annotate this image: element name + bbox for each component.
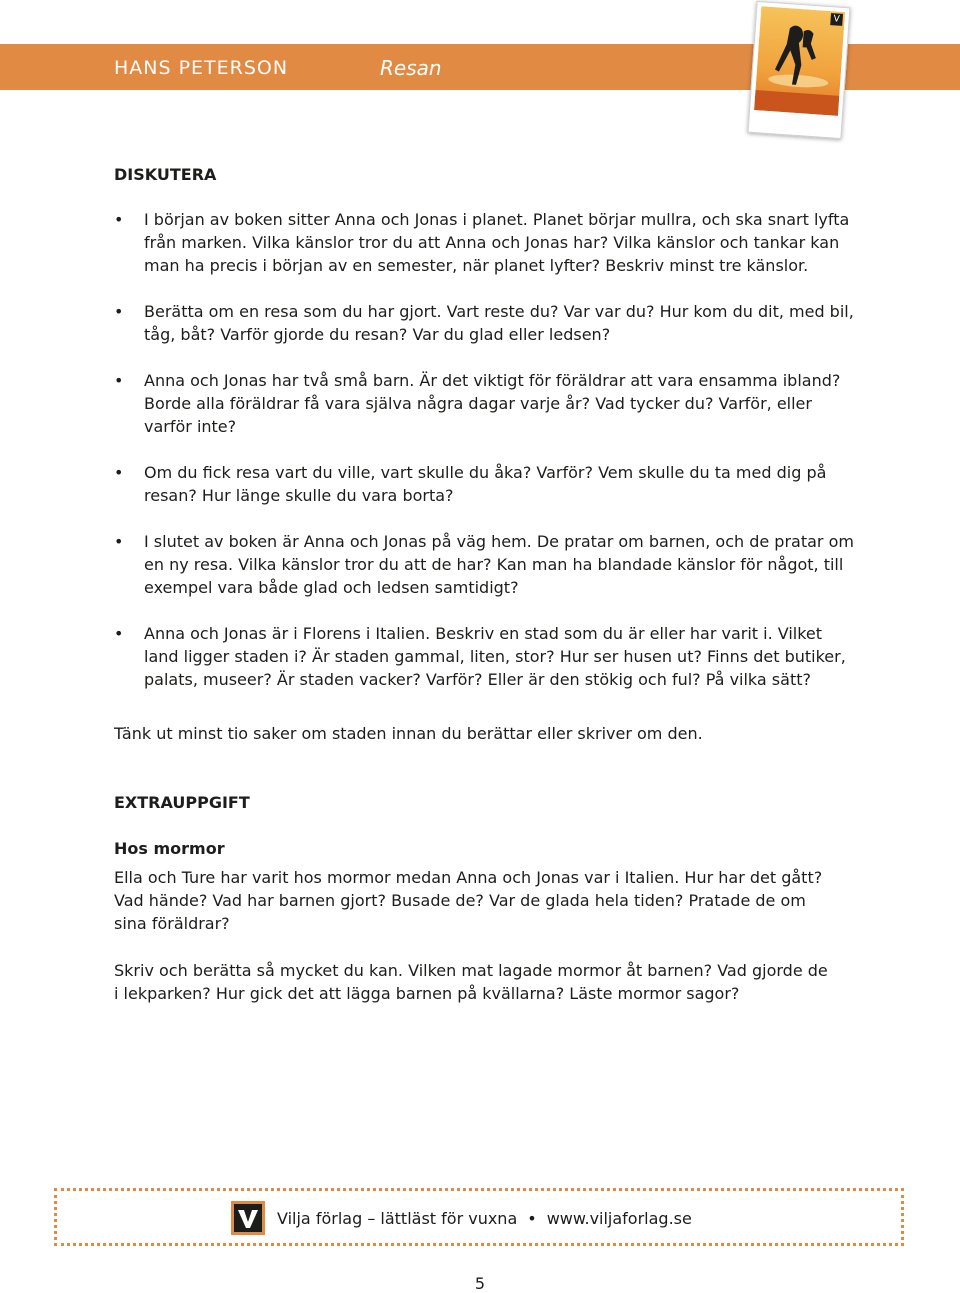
bullet-icon: • bbox=[114, 210, 124, 229]
bullet-icon: • bbox=[114, 371, 124, 390]
question-text: I början av boken sitter Anna och Jonas i planet. Planet börjar mullra, och ska snart lyfta från marken. Vilka känslor tror du att Anna och Jonas har? Vilka känslor och tankar kan man ha precis i början av en semester, när planet lyfter? Beskriv minst tre känslor. bbox=[144, 210, 850, 275]
footer-text bbox=[277, 1209, 692, 1228]
list-item bbox=[114, 369, 854, 438]
bullet-icon: • bbox=[114, 532, 124, 551]
list-item bbox=[114, 530, 854, 599]
book-cover-image bbox=[748, 1, 851, 139]
publisher-name: Vilja förlag – lättläst för vuxna bbox=[277, 1209, 518, 1228]
discuss-heading: DISKUTERA bbox=[114, 165, 217, 184]
list-item bbox=[114, 622, 854, 691]
question-text: Om du fick resa vart du ville, vart skulle du åka? Varför? Vem skulle du ta med dig på resan? Hur länge skulle du vara borta? bbox=[144, 463, 827, 505]
separator-dot: • bbox=[527, 1209, 537, 1228]
bullet-icon: • bbox=[114, 463, 124, 482]
list-item bbox=[114, 300, 854, 346]
extra-paragraph-2: Skriv och berätta så mycket du kan. Vilken mat lagade mormor åt barnen? Vad gjorde de i lekparken? Hur gick det att lägga barnen på kvällarna? Läste mormor sagor? bbox=[114, 961, 828, 1003]
question-text: Anna och Jonas har två små barn. Är det viktigt för föräldrar att vara ensamma ibland? Borde alla föräldrar få vara själva några dagar varje år? Vad tycker du? Varför, eller varför inte? bbox=[144, 371, 841, 436]
cover-title: RESAN bbox=[783, 114, 807, 123]
extra-heading: EXTRAUPPGIFT bbox=[114, 793, 250, 812]
closing-instruction: Tänk ut minst tio saker om staden innan du berättar eller skriver om den. bbox=[114, 724, 703, 743]
extra-subheading: Hos mormor bbox=[114, 839, 225, 858]
bullet-icon: • bbox=[114, 624, 124, 643]
book-title: Resan bbox=[380, 56, 442, 80]
list-item bbox=[114, 208, 854, 277]
website-link[interactable]: www.viljaforlag.se bbox=[546, 1209, 692, 1228]
question-text: I slutet av boken är Anna och Jonas på väg hem. De pratar om barnen, och de pratar om en ny resa. Vilka känslor tror du att de har? Kan man ha blandade känslor för något, till exempel vara både glad och ledsen samtidigt? bbox=[144, 532, 854, 597]
page-number: 5 bbox=[474, 1274, 486, 1293]
list-item bbox=[114, 461, 854, 507]
vilja-logo-icon bbox=[231, 1201, 265, 1235]
question-text: Berätta om en resa som du har gjort. Vart reste du? Var var du? Hur kom du dit, med bil, tåg, båt? Varför gjorde du resan? Var du glad eller ledsen? bbox=[144, 302, 854, 344]
bullet-icon: • bbox=[114, 302, 124, 321]
discussion-question-list bbox=[114, 208, 854, 714]
extra-paragraph-1: Ella och Ture har varit hos mormor medan Anna och Jonas var i Italien. Hur har det gått? Vad hände? Vad har barnen gjort? Busade de? Var de glada hela tiden? Pratade de om sina föräldrar? bbox=[114, 868, 823, 933]
cover-logo-icon: V bbox=[830, 13, 843, 26]
author-name: HANS PETERSON bbox=[114, 57, 289, 79]
question-text: Anna och Jonas är i Florens i Italien. Beskriv en stad som du är eller har varit i. Vilket land ligger staden i? Är staden gammal, liten, stor? Hur ser husen ut? Finns det butiker, palats, museer? Är staden vacker? Varför? Eller är den stökig och ful? På vilka sätt? bbox=[144, 624, 846, 689]
